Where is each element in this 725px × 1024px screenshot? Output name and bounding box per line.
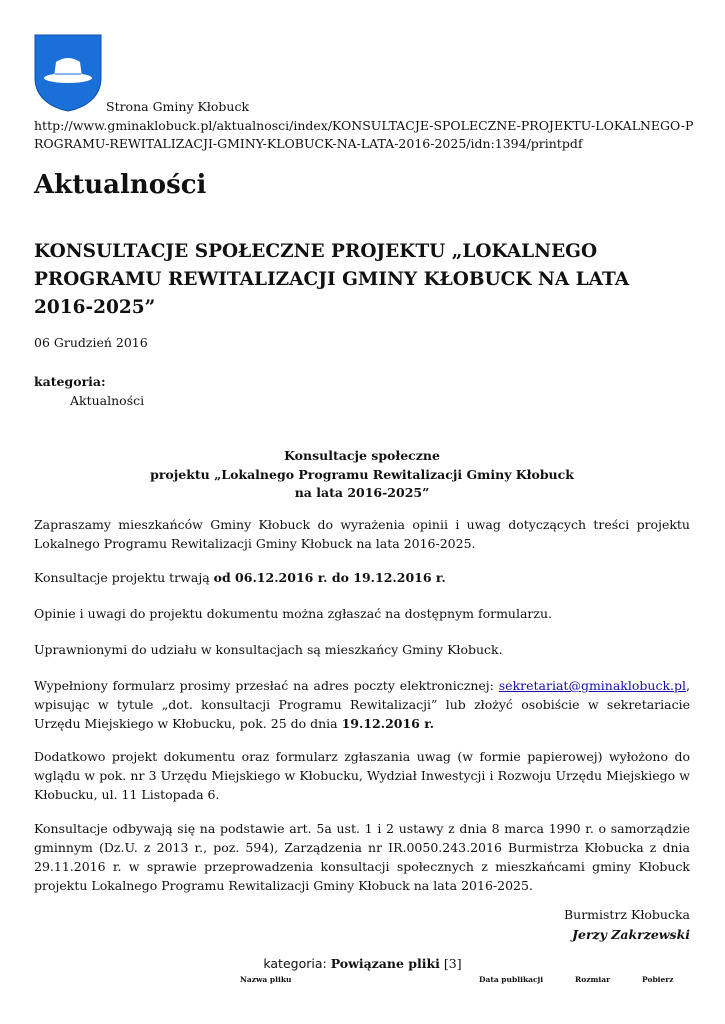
period-text: Konsultacje projektu trwają (34, 570, 214, 585)
page-url: http://www.gminaklobuck.pl/aktualnosci/index/KONSULTACJE-SPOLECZNE-PROJEKTU-LOKALNEGO-PROGRAMU-REWITALIZACJI-GMINY-KLOBUCK-NA-LATA-2016-2025/idn:1394/printpdf (34, 118, 694, 151)
article-date: 06 Grudzień 2016 (34, 335, 148, 350)
paragraph-period (34, 568, 690, 587)
paragraph-documents: Dodatkowo projekt dokumentu oraz formularz zgłaszania uwag (w formie papierowej) wyłożono do wglądu w pok. nr 3 Urzędu Miejskiego w Kłobucku, Wydział Inwestycji i Rozwoju Urzędu Miejskiego w Kłobucku, ul. 11 Listopada 6. (34, 749, 690, 802)
signature (564, 905, 690, 945)
consultation-heading (34, 447, 690, 503)
column-header-file-name: Nazwa pliku (240, 975, 292, 984)
paragraph-submission (34, 676, 690, 733)
related-files-heading (0, 956, 725, 971)
paragraph-eligibility: Uprawnionymi do udziału w konsultacjach są mieszkańcy Gminy Kłobuck. (34, 642, 503, 657)
heading-line-1: Konsultacje społeczne (284, 448, 440, 463)
submission-text: Wypełniony formularz prosimy przesłać na adres poczty elektronicznej: (34, 678, 499, 693)
files-title: Powiązane pliki (330, 956, 440, 971)
paragraph-invitation: Zapraszamy mieszkańców Gminy Kłobuck do wyrażenia opinii i uwag dotyczących treści projektu Lokalnego Programu Rewitalizacji Gminy Kłobuck na lata 2016-2025. (34, 517, 690, 551)
page-title: Aktualności (34, 170, 207, 200)
files-count: [3] (443, 956, 462, 971)
heading-line-3: na lata 2016-2025” (294, 485, 430, 500)
category-value: Aktualności (70, 393, 145, 408)
municipal-crest-logo (34, 34, 102, 112)
article-title: KONSULTACJE SPOŁECZNE PROJEKTU „LOKALNEGO PROGRAMU REWITALIZACJI GMINY KŁOBUCK NA LATA 2016-2025” (34, 241, 630, 318)
heading-line-2: projektu „Lokalnego Programu Rewitalizacji Gminy Kłobuck (150, 466, 574, 482)
column-header-size: Rozmiar (575, 975, 611, 984)
site-name: Strona Gminy Kłobuck (106, 99, 250, 114)
submission-deadline: 19.12.2016 r. (341, 716, 435, 731)
paragraph-form: Opinie i uwagi do projektu dokumentu można zgłaszać na dostępnym formularzu. (34, 606, 553, 621)
files-category-label: kategoria: (263, 956, 327, 971)
period-dates: od 06.12.2016 r. do 19.12.2016 r. (213, 570, 446, 585)
signature-name: Jerzy Zakrzewski (572, 927, 690, 942)
column-header-download: Pobierz (642, 975, 674, 984)
category-label: kategoria: (34, 374, 106, 389)
email-link[interactable]: sekretariat@gminaklobuck.pl (498, 678, 687, 693)
column-header-publish-date: Data publikacji (479, 975, 544, 984)
paragraph-legal-basis: Konsultacje odbywają się na podstawie art. 5a ust. 1 i 2 ustawy z dnia 8 marca 1990 r. o samorządzie gminnym (Dz.U. z 2013 r., poz. 594), Zarządzenia nr IR.0050.243.2016 Burmistrza Kłobucka z dnia 29.11.2016 r. w sprawie przeprowadzenia konsultacji społecznych z mieszkańcami gminy Kłobuck projektu Lokalnego Programu Rewitalizacji Gminy Kłobuck na lata 2016-2025. (34, 821, 690, 893)
signature-role: Burmistrz Kłobucka (563, 907, 690, 922)
submission-text-2: , wpisując w tytule „dot. konsultacji Programu Rewitalizacji” lub złożyć osobiście w sekretariacie Urzędu Miejskiego w Kłobucku, pok. 25 do dnia (34, 678, 690, 731)
